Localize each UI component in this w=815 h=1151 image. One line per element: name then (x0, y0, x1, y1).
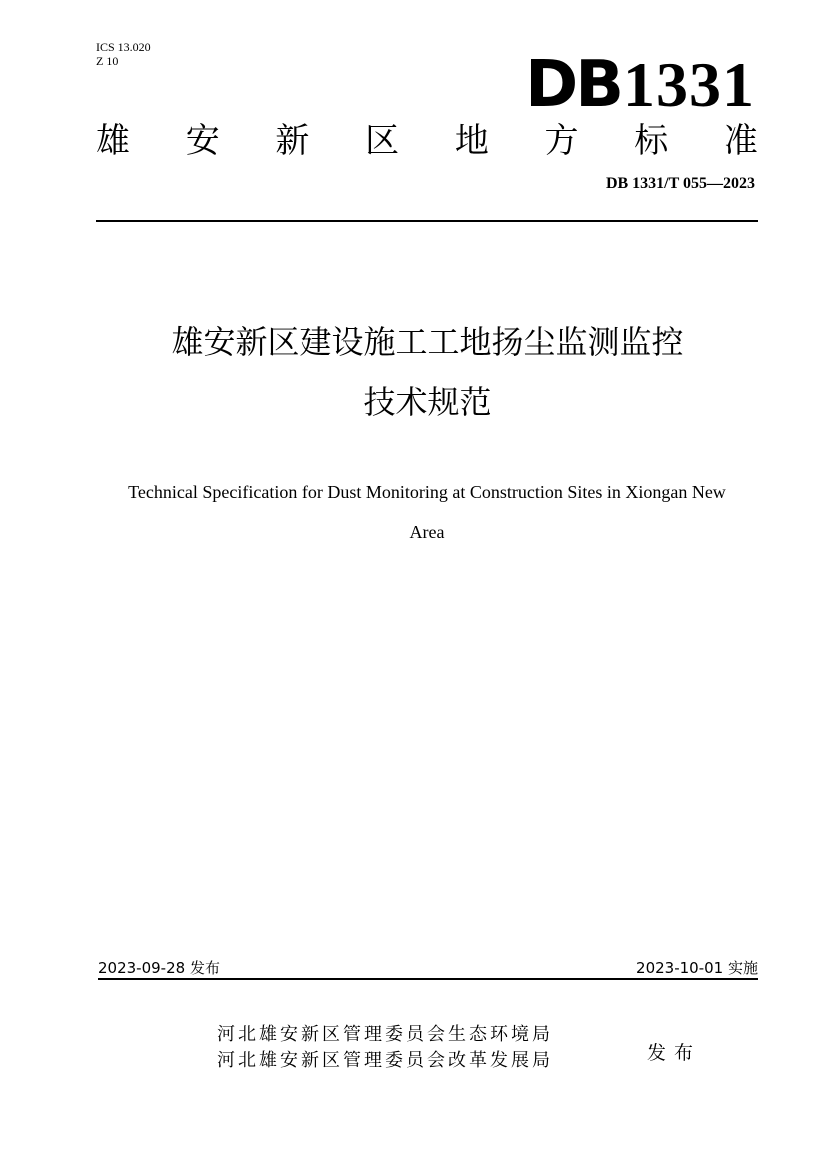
title-chinese (60, 312, 795, 432)
standard-type-char: 区 (365, 121, 400, 161)
classification-codes (96, 40, 151, 68)
issuing-authorities (217, 1022, 553, 1074)
ccs-code: Z 10 (96, 54, 119, 68)
standard-type-char: 方 (544, 121, 579, 161)
standard-type-char: 准 (723, 121, 758, 161)
db-logo-prefix: DB (525, 48, 621, 122)
title-english (96, 472, 758, 552)
implement-date: 2023-10-01 实施 (636, 959, 758, 977)
issuer-line-2: 河北雄安新区管理委员会改革发展局 (217, 1050, 553, 1071)
standard-type (96, 118, 758, 164)
publish-label: 发布 (647, 1042, 702, 1064)
db-logo-number: 1331 (623, 49, 755, 120)
standard-type-char: 地 (454, 121, 489, 161)
title-zh-line-1: 雄安新区建设施工工地扬尘监测监控 (171, 323, 684, 361)
title-zh-line-2: 技术规范 (363, 383, 492, 421)
db-logo (525, 50, 755, 120)
footer-divider (98, 978, 758, 980)
title-en-line-2: Area (409, 522, 445, 542)
standard-number: DB 1331/T 055—2023 (605, 175, 755, 192)
issuer-line-1: 河北雄安新区管理委员会生态环境局 (217, 1024, 553, 1045)
header-divider (96, 220, 758, 222)
ics-code: ICS 13.020 (96, 40, 151, 54)
standard-type-char: 标 (634, 121, 669, 161)
issue-date: 2023-09-28 发布 (98, 959, 220, 977)
standard-type-char: 安 (185, 121, 220, 161)
standard-type-char: 雄 (96, 121, 130, 161)
standard-type-char: 新 (275, 121, 310, 161)
title-en-line-1: Technical Specification for Dust Monitoring at Construction Sites in Xiongan New (128, 482, 726, 502)
